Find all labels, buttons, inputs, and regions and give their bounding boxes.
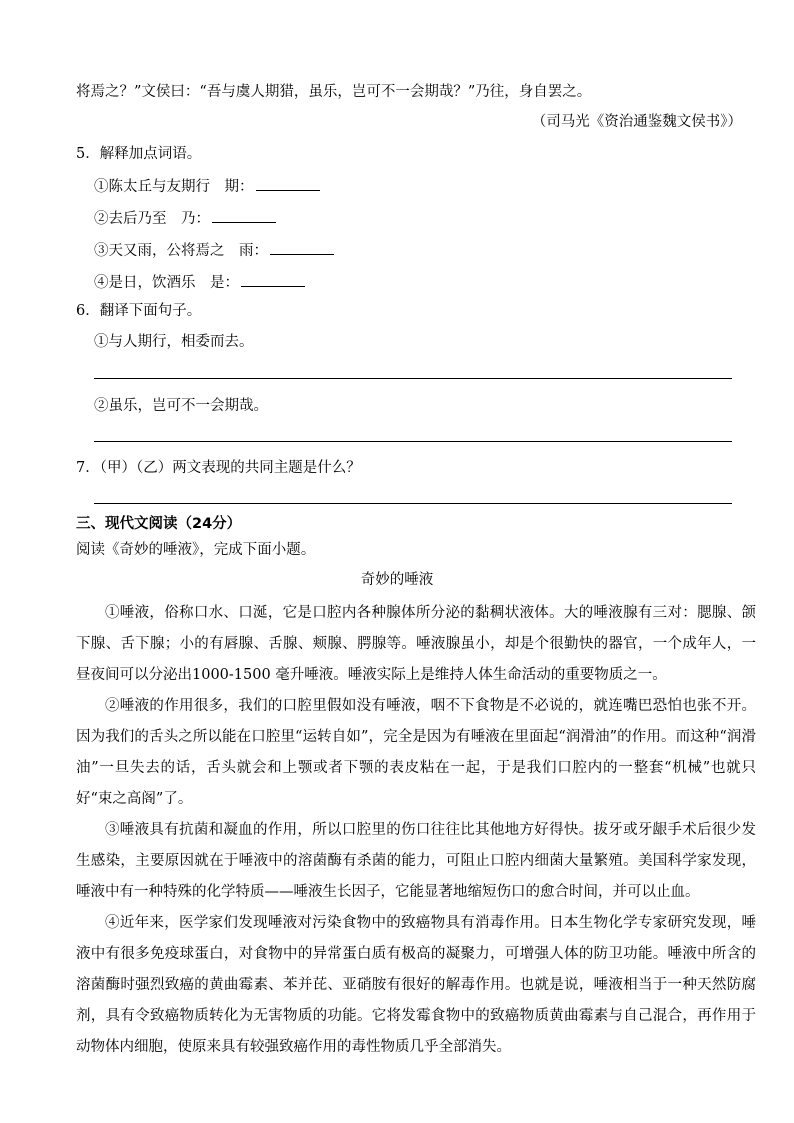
article-paragraph-4: ④近年来，医学家们发现唾液对污染食物中的致癌物具有消毒作用。日本生物化学专家研究发现，唾液中有很多免疫球蛋白，对食物中的异常蛋白质有极高的凝聚力，可增强人体的防卫功能。唾液中所含的溶菌酶时强烈致癌的黄曲霉素、苯并芘、亚硝胺有很好的解毒作用。也就是说，唾液相当于一种天然防腐剂，具有令致癌物质转化为无害物质的功能。它将发霉食物中的致癌物质黄曲霉素与自己混合，再作用于动物体内细胞，使原来具有较强致癌作用的毒性物质几乎全部消失。	[76, 915, 756, 1055]
question-5-item-1-text: ①陈太丘与友期行 期：	[94, 179, 254, 195]
question-5-item-2-text: ②去后乃至 乃：	[94, 211, 210, 227]
article-paragraph-2: ②唾液的作用很多，我们的口腔里假如没有唾液，咽不下食物是不必说的，就连嘴巴恐怕也张不开。因为我们的舌头之所以能在口腔里“运转自如”，完全是因为有唾液在里面起“润滑油”的作用。而这种“润滑油”一旦失去的话，舌头就会和上颚或者下颚的表皮粘在一起，于是我们口腔内的一整套“机械”也就只好“束之高阁”了。	[76, 698, 756, 807]
answer-line[interactable]	[94, 441, 732, 442]
answer-blank[interactable]	[270, 238, 334, 255]
article-title: 奇妙的唾液	[360, 572, 434, 588]
section-heading: 三、现代文阅读（24分）	[76, 516, 242, 532]
question-5-item-3-text: ③天又雨，公将焉之 雨：	[94, 243, 268, 259]
answer-blank[interactable]	[256, 174, 320, 191]
question-5-item-2	[94, 206, 276, 229]
answer-blank[interactable]	[241, 270, 305, 287]
answer-line[interactable]	[94, 378, 732, 379]
passage-source: （司马光《资治通鉴魏文侯书》）	[531, 114, 742, 130]
question-5-item-3	[94, 238, 334, 261]
passage-last-line: 将焉之？”文侯曰：“吾与虞人期猎，虽乐，岂可不一会期哉？”乃往，身自罢之。	[76, 84, 592, 100]
answer-blank[interactable]	[212, 206, 276, 223]
article-paragraph-3: ③唾液具有抗菌和凝血的作用，所以口腔里的伤口往往比其他地方好得快。拔牙或牙龈手术后很少发生感染，主要原因就在于唾液中的溶菌酶有杀菌的能力，可阻止口腔内细菌大量繁殖。美国科学家发现，唾液中有一种特殊的化学特质——唾液生长因子，它能显著地缩短伤口的愈合时间，并可以止血。	[76, 822, 756, 900]
question-6-item-1: ①与人期行，相委而去。	[94, 334, 254, 350]
question-5-item-4	[94, 270, 305, 293]
article-paragraph-1: ①唾液，俗称口水、口涎，它是口腔内各种腺体所分泌的黏稠状液体。大的唾液腺有三对：腮腺、颌下腺、舌下腺；小的有唇腺、舌腺、颊腺、腭腺等。唾液腺虽小，却是个很勤快的器官，一个成年人，一昼夜间可以分泌出1000-1500 毫升唾液。唾液实际上是维持人体生命活动的重要物质之一。	[76, 605, 756, 683]
question-7-stem: 7．（甲）（乙）两文表现的共同主题是什么？	[76, 460, 361, 476]
answer-line[interactable]	[94, 503, 732, 504]
question-5-item-4-text: ④是日，饮酒乐 是：	[94, 275, 239, 291]
question-6-stem: 6．翻译下面句子。	[76, 303, 202, 319]
question-5-stem: 5．解释加点词语。	[76, 146, 202, 162]
section-instruction: 阅读《奇妙的唾液》，完成下面小题。	[76, 542, 316, 558]
question-6-item-2: ②虽乐，岂可不一会期哉。	[94, 398, 268, 414]
question-5-item-1	[94, 174, 320, 197]
